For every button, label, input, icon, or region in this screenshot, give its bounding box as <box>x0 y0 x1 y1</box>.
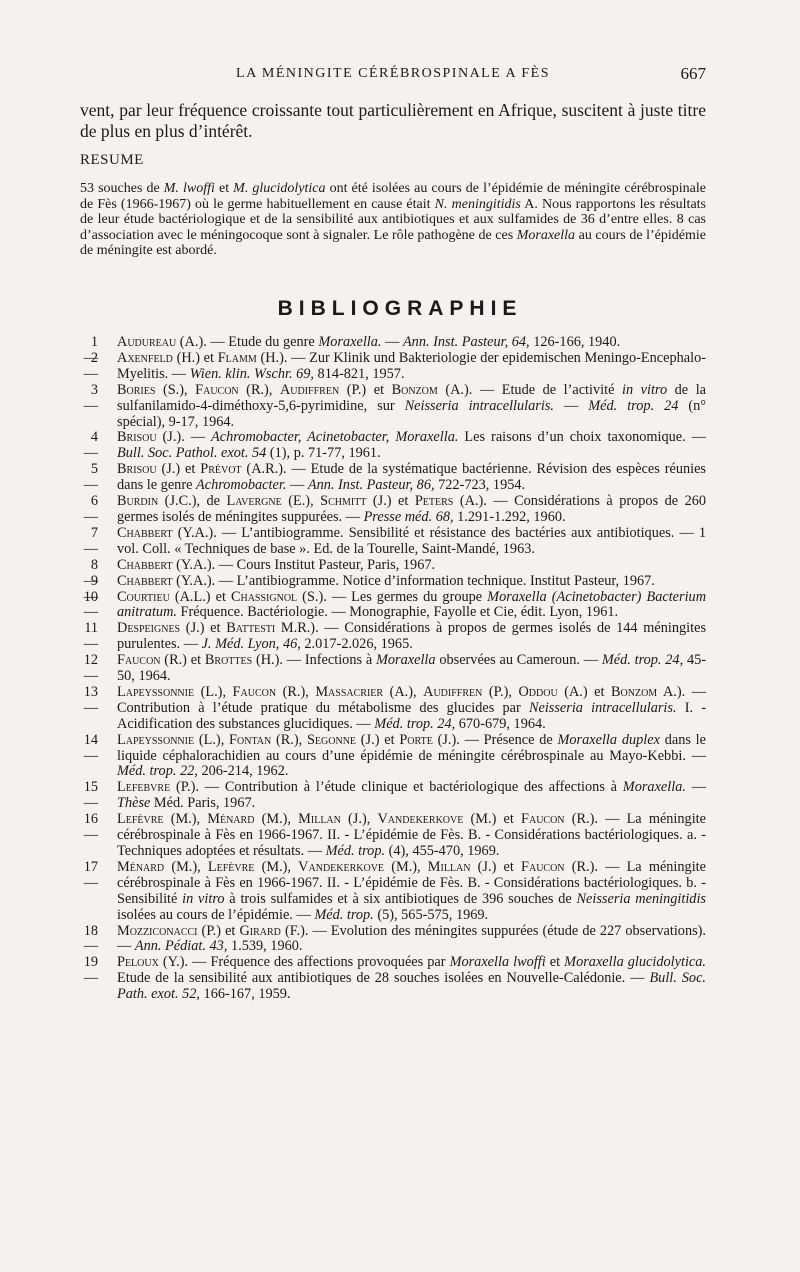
reference-number: 6 — <box>80 494 98 526</box>
author-name: Segonne (J.) <box>306 731 380 748</box>
italic-text: Moraxella glucidolytica. <box>564 954 706 971</box>
text-segment: — <box>553 397 589 414</box>
reference-entry <box>80 430 706 462</box>
author-name: Axenfeld (H.) <box>117 349 200 366</box>
italic-text: Moraxella. <box>318 334 382 350</box>
intro-paragraph: vent, par leur fréquence croissante tout particulièrement en Afrique, suscitent à juste titre de plus en plus d’intérêt. <box>80 100 706 141</box>
text-segment: . — Contribution à l’étude pratique du métabolisme des glucides par <box>117 683 707 716</box>
italic-text: Moraxella <box>375 652 436 669</box>
text-segment: 166-167, 1959. <box>199 986 291 1003</box>
text-segment: et <box>204 620 227 637</box>
reference-entry <box>80 812 706 860</box>
text-segment: — <box>286 477 308 494</box>
reference-entry <box>80 685 706 733</box>
reference-list <box>80 335 706 1003</box>
text-segment: et <box>545 954 565 971</box>
text-segment: . — Considérations à propos de 260 germes isolés de méningites suppurées. — <box>117 493 707 525</box>
italic-text: Méd. trop. <box>325 843 386 859</box>
author-name: Chassignol (S.) <box>230 588 324 605</box>
text-segment: et <box>587 683 611 700</box>
text-segment: . — La méningite cérébrospinale à Fès en 1966-1967. II. - L’épidémie de Fès. B. - Considérations bactériologiques. a. - Techniques adoptées et résultats. — <box>117 811 706 859</box>
text-segment: . — Fréquence des affections provoquées par <box>184 954 450 971</box>
author-name: Bonzom A.) <box>611 683 682 700</box>
author-name: Schmitt (J.) <box>320 493 392 510</box>
italic-text: Thèse <box>117 795 151 812</box>
text-segment: , <box>222 683 233 700</box>
text-segment: . — L’antibiogramme. Notice d’information technique. Institut Pasteur, 1967. <box>211 572 655 589</box>
author-name: Girard (F.) <box>239 922 305 939</box>
text-segment: 2.017-2.026, 1965. <box>300 636 413 653</box>
text-segment: 814-821, 1957. <box>313 365 405 382</box>
text-segment: et <box>210 588 231 605</box>
author-name: Lefèvre (M.) <box>207 858 288 875</box>
text-segment: , <box>298 731 307 748</box>
author-name: Lefebvre (P.) <box>117 779 196 796</box>
author-name: Battesti <box>226 620 276 637</box>
italic-text: J. Méd. Lyon, 46, <box>201 636 301 653</box>
text-segment: . — Infections à <box>279 652 376 669</box>
running-head <box>80 64 706 86</box>
reference-entry <box>80 335 706 351</box>
text-segment: , <box>310 493 321 510</box>
author-name: Bonzom (A.) <box>391 381 469 398</box>
text-segment: 206-214, 1962. <box>197 763 289 780</box>
text-segment: , <box>417 858 428 875</box>
italic-text: Moraxella <box>516 227 576 243</box>
text-segment: , <box>268 381 280 398</box>
reference-text <box>117 780 706 812</box>
author-name: Flamm (H.) <box>217 349 284 366</box>
reference-text <box>117 733 706 781</box>
text-segment: . — Etude de la systématique bactérienne. Révision des espèces réunies dans le genre <box>117 461 706 494</box>
author-name: Porte (J.) <box>399 731 457 748</box>
text-segment: I. - Acidification des substances glucidiques. — <box>117 699 706 732</box>
author-name: Chabbert (Y.A.) <box>117 524 214 541</box>
text-segment: isolées au cours de l’épidémie. — <box>117 906 315 923</box>
text-segment: , <box>220 731 230 748</box>
text-segment: — <box>685 779 707 796</box>
reference-number: 15 — <box>80 780 98 812</box>
text-segment: de la sulfanilamido-4-diméthoxy-5,6-pyrimidine, sur <box>117 381 707 414</box>
reference-number: 19 — <box>80 955 98 987</box>
reference-text <box>117 955 706 1003</box>
italic-text: Moraxella lwoffi <box>449 954 546 971</box>
reference-text <box>117 621 706 653</box>
author-name: Lavergne (E.) <box>226 493 311 510</box>
text-segment: . — Evolution des méningites suppurées (étude de 227 observations). — <box>117 922 706 955</box>
reference-text <box>117 685 706 733</box>
text-segment: . — Présence de <box>456 731 558 748</box>
author-name: Faucon (R.) <box>117 652 187 669</box>
text-segment: 53 souches de <box>80 181 164 196</box>
italic-text: N. meningitidis <box>434 196 521 212</box>
text-segment: , <box>508 683 519 700</box>
reference-number: 4 — <box>80 430 98 462</box>
italic-text: M. glucidolytica <box>233 181 326 196</box>
bibliography-heading: BIBLIOGRAPHIE <box>277 297 523 320</box>
text-segment: 1.539, 1960. <box>227 938 303 955</box>
text-segment: , <box>197 858 208 875</box>
reference-number: 11 — <box>80 621 98 653</box>
author-name: Bories (S.) <box>117 381 185 398</box>
reference-text <box>117 351 706 383</box>
italic-text: Moraxella duplex <box>557 731 660 748</box>
text-segment: , <box>287 811 299 828</box>
text-segment: , <box>305 683 316 700</box>
author-name: Fontan (R.) <box>229 731 299 748</box>
text-segment: (n° spécial), 9-17, 1964. <box>117 397 706 430</box>
text-segment: . — La méningite cérébrospinale à Fès en 1966-1967. II. - L’épidémie de Fès. B. - Considérations bactériologiques. b. - Sensibilité <box>117 858 706 907</box>
text-segment: A. Nous rapportons les résultats de leur étude bactériologique et de la sensibilité aux antibiotiques et aux sulfamides de 36 d’entre elles. 8 cas d’association avec le méningocoque sont à signaler. Le rôle pathogène de ces <box>80 196 707 243</box>
reference-number: 18 — <box>80 924 98 956</box>
italic-text: Ann. Pédiat. 43, <box>134 938 228 955</box>
reference-number: 5 — <box>80 462 98 494</box>
reference-entry <box>80 924 706 956</box>
reference-text <box>117 860 706 924</box>
author-name: Oddou (A.) <box>518 683 588 700</box>
text-segment: M.R.). — Considérations à propos de germes isolés de 144 méningites purulentes. — <box>117 620 707 653</box>
text-segment: . — <box>181 429 212 446</box>
text-segment: 1.291-1.292, 1960. <box>453 508 566 525</box>
author-name: Faucon (R.) <box>521 811 595 828</box>
reference-number: 17 — <box>80 860 98 892</box>
author-name: Audiffren (P.) <box>423 683 509 700</box>
text-segment: dans le liquide céphalorachidien au cours d’une épidémie de méningite cérébrospinale au Mayo-Kebbi. — <box>117 731 707 764</box>
reference-text <box>117 335 706 351</box>
reference-entry <box>80 574 706 590</box>
italic-text: Achromobacter. <box>196 477 287 494</box>
author-name: Ménard (M.) <box>117 858 198 875</box>
text-segment: 670-679, 1964. <box>455 715 546 732</box>
italic-text: Moraxella. <box>622 779 686 796</box>
reference-entry <box>80 558 706 574</box>
author-name: Lapeyssonnie (L.) <box>117 731 221 748</box>
author-name: Mozziconacci (P.) <box>117 922 222 939</box>
author-name: Lapeyssonnie (L.) <box>117 683 223 700</box>
reference-number: 1 — <box>80 335 98 367</box>
text-segment: , <box>413 683 424 700</box>
reference-number: 9 — <box>80 574 98 606</box>
author-name: Despeignes (J.) <box>117 620 205 637</box>
text-segment: . — Cours Institut Pasteur, Paris, 1967. <box>211 556 436 573</box>
reference-text <box>117 430 706 462</box>
text-segment: à trois sulfamides et à six antibiotiques de 396 souches de <box>224 890 577 907</box>
reference-text <box>117 590 706 622</box>
text-segment: , <box>196 811 208 828</box>
italic-text: Méd. trop. 24, <box>601 652 684 669</box>
text-segment: et <box>496 858 522 875</box>
text-segment: et <box>221 922 240 939</box>
text-segment: . — Etude de l’activité <box>468 381 622 398</box>
author-name: Brottes (H.) <box>204 652 280 669</box>
reference-number: 16 — <box>80 812 98 844</box>
author-name: Faucon (R.) <box>195 381 269 398</box>
reference-text <box>117 494 706 526</box>
author-name: Brisou (J.) <box>117 461 181 478</box>
text-segment: (4), 455-470, 1969. <box>385 843 500 859</box>
reference-entry <box>80 383 706 431</box>
text-segment: Etude de la sensibilité aux antibiotiques de 28 souches isolées en Nouvelle-Calédonie. — <box>117 970 650 987</box>
reference-entry <box>80 860 706 924</box>
summary-heading: RESUME <box>80 152 144 168</box>
italic-text: Achromobacter, Acinetobacter, Moraxella. <box>211 429 459 446</box>
text-segment: . — Les germes du groupe <box>323 588 488 605</box>
italic-text: Bull. Soc. Pathol. exot. 54 <box>117 445 267 462</box>
italic-text: in vitro <box>621 381 668 398</box>
italic-text: Bull. Soc. Path. exot. 52, <box>117 970 707 1003</box>
reference-number: 12 — <box>80 653 98 685</box>
text-segment: , <box>366 811 378 828</box>
author-name: Ménard (M.) <box>207 811 288 828</box>
text-segment: (5), 565-575, 1969. <box>373 906 489 923</box>
author-name: Millan (J.) <box>427 858 497 875</box>
author-name: Chabbert (Y.A.) <box>117 556 212 573</box>
reference-entry <box>80 590 706 622</box>
author-name: Vandekerkove (M.) <box>298 858 418 875</box>
italic-text: Méd. trop. <box>314 906 374 923</box>
reference-entry <box>80 733 706 781</box>
italic-text: Neisseria intracellularis. <box>404 397 554 414</box>
author-name: Massacrier (A.) <box>315 683 414 700</box>
reference-entry <box>80 653 706 685</box>
author-name: Lefèvre (M.) <box>117 811 197 828</box>
reference-number: 2 — <box>80 351 98 383</box>
italic-text: Presse méd. 68, <box>363 508 454 525</box>
text-segment: Méd. Paris, 1967. <box>150 795 256 812</box>
author-name: Peloux (Y.) <box>117 954 185 971</box>
text-segment: (1), p. 71-77, 1961. <box>266 445 381 462</box>
italic-text: Méd. trop. 24 <box>588 397 679 414</box>
reference-entry <box>80 621 706 653</box>
reference-text <box>117 383 706 431</box>
reference-entry <box>80 351 706 383</box>
author-name: Peters (A.) <box>414 493 484 510</box>
reference-text <box>117 526 706 558</box>
author-name: Vandekerkove (M.) <box>377 811 497 828</box>
reference-entry <box>80 494 706 526</box>
reference-text <box>117 653 706 685</box>
text-segment: Fréquence. Bactériologie. — Monographie, Fayolle et Cie, édit. Lyon, 1961. <box>176 604 619 621</box>
text-segment: , <box>184 381 196 398</box>
author-name: Chabbert (Y.A.) <box>117 572 212 589</box>
text-segment: , <box>287 858 299 875</box>
italic-text: Neisseria intracellularis. <box>528 699 677 716</box>
text-segment: et <box>180 461 201 478</box>
summary-paragraph <box>80 181 706 259</box>
reference-text <box>117 558 706 574</box>
reference-number: 7 — <box>80 526 98 558</box>
italic-text: Moraxella (Acinetobacter) Bacterium anitratum. <box>117 588 707 621</box>
italic-text: in vitro <box>182 890 225 907</box>
text-segment: et <box>199 349 218 366</box>
author-name: Courtieu (A.L.) <box>117 588 211 605</box>
reference-entry <box>80 955 706 1003</box>
text-segment: et <box>391 493 415 510</box>
reference-number: 13 — <box>80 685 98 717</box>
text-segment: et <box>366 381 392 398</box>
reference-text <box>117 924 706 956</box>
text-segment: — <box>381 334 403 350</box>
reference-number: 3 — <box>80 383 98 415</box>
text-segment: . — Zur Klinik und Bakteriologie der epidemischen Meningo-Encephalo-Myelitis. — <box>117 349 707 382</box>
reference-number: 14 — <box>80 733 98 765</box>
text-segment: et <box>214 181 234 196</box>
author-name: Brisou (J.) <box>117 429 182 446</box>
italic-text: Neisseria meningitidis <box>576 890 706 907</box>
author-name: Burdin (J.C.) <box>117 493 197 510</box>
reference-entry <box>80 526 706 558</box>
reference-entry <box>80 780 706 812</box>
text-segment: observées au Cameroun. — <box>435 652 602 669</box>
text-segment: et <box>496 811 522 828</box>
page-number: 667 <box>680 64 706 83</box>
running-title: LA MÉNINGITE CÉRÉBROSPINALE A FÈS <box>236 66 550 81</box>
author-name: Faucon (R.) <box>232 683 306 700</box>
reference-text <box>117 812 706 860</box>
author-name: Prévot (A.R.) <box>200 461 283 478</box>
italic-text: M. lwoffi <box>163 181 215 196</box>
italic-text: Méd. trop. 24, <box>374 715 456 732</box>
author-name: Faucon (R.) <box>521 858 595 875</box>
text-segment: . — L’antibiogramme. Sensibilité et résistance des bactéries aux antibiotiques. — 1 vol. Coll. « Techniques de base ». Ed. de la Tourelle, Saint-Mandé, 1963. <box>117 524 707 557</box>
text-segment: . — Etude du genre <box>203 334 319 350</box>
text-segment: 45-50, 1964. <box>117 652 707 685</box>
text-segment: Les raisons d’un choix taxonomique. — <box>458 429 706 446</box>
italic-text: Méd. trop. 22, <box>117 763 198 780</box>
reference-number: 10 — <box>80 590 98 622</box>
reference-entry <box>80 462 706 494</box>
reference-text <box>117 574 706 590</box>
italic-text: Wien. klin. Wschr. 69, <box>189 365 314 382</box>
author-name: Audureau (A.) <box>117 334 204 350</box>
text-segment: , de <box>196 493 227 510</box>
author-name: Audiffren (P.) <box>279 381 367 398</box>
author-name: Millan (J.) <box>298 811 367 828</box>
text-segment: 722-723, 1954. <box>434 477 526 494</box>
reference-text <box>117 462 706 494</box>
text-segment: ont été isolées au cours de l’épidémie de méningite cérébrospinale de Fès (1966-1967) où le germe habituellement en cause était <box>80 181 706 212</box>
text-segment: 126-166, 1940. <box>529 334 621 350</box>
text-segment: . — Contribution à l’étude clinique et bactériologique des affections à <box>195 779 623 796</box>
text-segment: et <box>186 652 205 669</box>
italic-text: Ann. Inst. Pasteur, 86, <box>307 477 435 494</box>
italic-text: Ann. Inst. Pasteur, 64, <box>402 334 530 350</box>
text-segment: et <box>379 731 400 748</box>
text-segment: au cours de l’épidémie de méningite est abordé. <box>80 227 706 258</box>
reference-number: 8 — <box>80 558 98 590</box>
